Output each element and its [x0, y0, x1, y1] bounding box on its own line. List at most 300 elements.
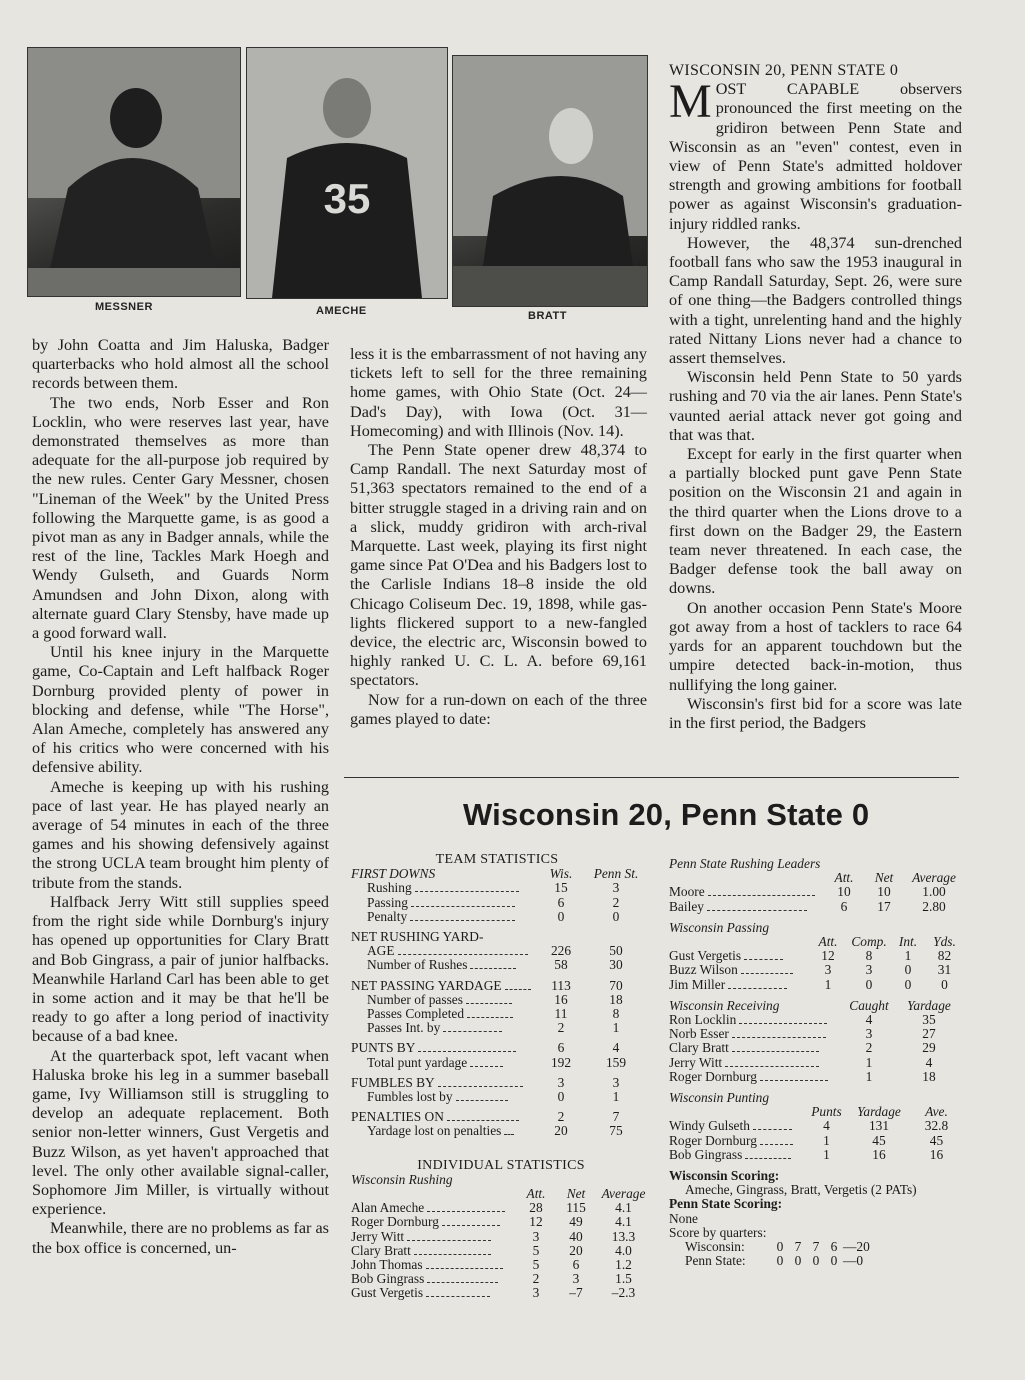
- col-int: Int.: [898, 934, 918, 950]
- row-label: Jerry Witt: [351, 1228, 405, 1244]
- wis-value: 2: [557, 1109, 565, 1125]
- stat-value: 0: [865, 976, 873, 992]
- right-statistics: [669, 857, 964, 1268]
- leader-dots: [753, 1121, 792, 1130]
- stat-value: 0: [941, 976, 948, 992]
- row-label: Windy Gulseth: [669, 1118, 750, 1134]
- col-net: Net: [874, 870, 894, 886]
- team-stat-row: [351, 910, 651, 924]
- stat-value: 1.00: [922, 884, 946, 900]
- psu-value: 70: [609, 977, 623, 993]
- psu-value: 159: [605, 1054, 627, 1070]
- leader-dots: [505, 981, 532, 990]
- team-stat-row: [351, 881, 651, 895]
- table-row: [669, 1027, 964, 1041]
- name-cell: [351, 1230, 516, 1244]
- stat-value: 17: [877, 898, 891, 914]
- table-row: [351, 1244, 651, 1258]
- leader-dots: [410, 912, 515, 921]
- name-cell: [351, 910, 541, 924]
- paragraph: Now for a run-down on each of the three games played to date:: [350, 690, 647, 728]
- team-stats-heading: TEAM STATISTICS: [435, 852, 559, 867]
- stat-value: 45: [929, 1132, 944, 1148]
- paragraph: Ameche is keeping up with his rushing pace of last year. He has played nearly an average of 54 minutes in each of the three games and his showing defensively against the strong UCLA team brought him plenty of tribute from the stands.: [32, 777, 329, 892]
- col-att: Att.: [818, 934, 838, 950]
- stat-value: 2: [532, 1271, 540, 1287]
- lead-text: OST CAPABLE observers pronounced the first meeting on the gridiron between Penn State and Wisconsin as an "even" contest, even in view of Penn State's admitted holdover strength and growing ambitions for football power as against Wisconsin's graduation-injury riddled ranks.: [669, 80, 962, 233]
- stat-value: 1.2: [615, 1257, 632, 1273]
- row-label: Buzz Wilson: [669, 962, 738, 978]
- team-stat-row: [351, 896, 651, 910]
- name-cell: [351, 1272, 516, 1286]
- paragraph: Halfback Jerry Witt still supplies speed from the right side while Dornburg's injury has opened up opportunities for Clary Bratt and Bob Gingrass, a pair of junior halfbacks. Meanwhile Harland Carl has been able to get in some action and it may be that he'll be ready to go after a long period of inactivity because of a bad knee.: [32, 892, 329, 1046]
- name-cell: [351, 1041, 541, 1055]
- table-row: [351, 1272, 651, 1286]
- wis-passing-title: Wisconsin Passing: [669, 919, 770, 935]
- name-cell: [351, 958, 541, 972]
- wis-value: 0: [557, 908, 565, 924]
- psu-value: 8: [612, 1006, 620, 1022]
- stat-value: 13.3: [611, 1228, 636, 1244]
- leader-dots: [443, 1023, 502, 1032]
- table-row: [351, 1201, 651, 1215]
- first-downs-label: FIRST DOWNS: [351, 866, 436, 882]
- stat-value: 35: [922, 1012, 936, 1028]
- wis-passing-table: [669, 935, 964, 992]
- name-cell: [351, 1090, 541, 1104]
- quarter-score: 7: [812, 1239, 820, 1255]
- name-cell: [351, 1056, 541, 1070]
- row-label: Norb Esser: [669, 1026, 729, 1042]
- name-cell: [669, 1148, 804, 1162]
- wis-value: 113: [551, 977, 571, 993]
- row-label: Bob Gingrass: [669, 1146, 743, 1162]
- stat-value: 18: [922, 1068, 936, 1084]
- wis-value: 11: [554, 1006, 568, 1022]
- row-label: Passes Completed: [367, 1006, 465, 1022]
- stat-value: 1: [865, 1068, 873, 1084]
- name-cell: [351, 993, 541, 1007]
- row-label: Number of passes: [367, 991, 463, 1007]
- stat-value: 1.5: [615, 1271, 632, 1287]
- caption-messner: MESSNER: [95, 301, 153, 313]
- leader-dots: [411, 898, 516, 907]
- row-label: Moore: [669, 884, 705, 900]
- stat-value: 3: [865, 1026, 873, 1042]
- paragraph: Until his knee injury in the Marquette game, Co-Captain and Left halfback Roger Dornburg provided plenty of power in blocking and defense, while "The Horse", Alan Ameche, completely has answered any of his critics who were concerned with his defensive ability.: [32, 643, 329, 777]
- leader-dots: [414, 1246, 491, 1255]
- wis-scoring: Ameche, Gingrass, Bratt, Vergetis (2 PATs): [685, 1182, 917, 1198]
- col-wis: Wis.: [549, 866, 573, 882]
- row-label: Passing: [367, 894, 408, 910]
- leader-dots: [427, 1203, 504, 1212]
- quarter-score: 0: [776, 1239, 784, 1255]
- quarters-row: [669, 1254, 870, 1268]
- row-label: Total punt yardage: [367, 1054, 468, 1070]
- leader-dots: [407, 1232, 491, 1241]
- name-cell: [351, 930, 541, 944]
- psu-scoring-label: Penn State Scoring:: [669, 1196, 783, 1212]
- stat-value: 5: [532, 1242, 540, 1258]
- table-header-row: [351, 1187, 651, 1201]
- table-row: [351, 1258, 651, 1272]
- team-stats-table: [351, 867, 651, 1138]
- row-label: PENALTIES ON: [351, 1109, 444, 1125]
- row-label: Roger Dornburg: [351, 1214, 439, 1230]
- table-row: [669, 885, 964, 899]
- row-label: Ron Locklin: [669, 1012, 737, 1028]
- stat-value: 4.1: [615, 1214, 632, 1230]
- team-stat-row: [351, 944, 651, 958]
- name-cell: [351, 1258, 516, 1272]
- leader-dots: [426, 1288, 490, 1297]
- leader-dots: [741, 965, 793, 974]
- psu-scoring: None: [669, 1210, 699, 1226]
- table-row: [669, 900, 964, 914]
- stat-value: 1: [823, 1132, 830, 1148]
- name-cell: [351, 1215, 516, 1229]
- wis-scoring-label: Wisconsin Scoring:: [669, 1168, 780, 1184]
- row-label: Fumbles lost by: [367, 1089, 453, 1105]
- leader-dots: [438, 1078, 523, 1087]
- table-row: [669, 978, 964, 992]
- quarter-score: 6: [830, 1239, 838, 1255]
- paragraph: Except for early in the first quarter when a partially blocked punt gave Penn State position on the Wisconsin 21 and again in the third quarter when the Lions drove to a first down on the Badger 29, the Eastern team never threatened. In each case, the Badger defense took the ball away on downs.: [669, 445, 962, 598]
- stat-value: 16: [872, 1146, 886, 1162]
- leader-dots: [456, 1092, 509, 1101]
- paragraph: The two ends, Norb Esser and Ron Locklin, who were reserves last year, have demonstrated themselves as more than adequate for the all-purpose job required by the new rules. Center Gary Messner, chosen "Lineman of the Week" by the United Press following the Marquette game, is as good a pivot man as any in Badger annals, while the rest of the line, Tackles Mark Hoegh and Wendy Gulseth, and Guards Norm Amundsen and John Dixon, along with alternate guard Clary Stensby, have made up a good forward wall.: [32, 393, 329, 643]
- team-stat-row: [351, 1021, 651, 1035]
- name-cell: [351, 1110, 541, 1124]
- stat-value: 6: [572, 1257, 580, 1273]
- psu-rushing-table: [669, 871, 964, 914]
- col-punts: Punts: [811, 1104, 842, 1120]
- row-label: Roger Dornburg: [669, 1132, 757, 1148]
- psu-value: 1: [612, 1020, 620, 1036]
- stat-value: 131: [868, 1118, 890, 1134]
- stat-value: 10: [837, 884, 851, 900]
- leader-dots: [466, 995, 512, 1004]
- team-stat-row: [351, 1110, 651, 1124]
- row-label: Penalty: [367, 908, 408, 924]
- article-column-1: [32, 336, 329, 1258]
- stat-value: 3: [572, 1271, 580, 1287]
- stat-value: –2.3: [611, 1285, 636, 1301]
- quarters-label: Score by quarters:: [669, 1224, 767, 1240]
- leader-dots: [398, 946, 529, 955]
- row-label: Alan Ameche: [351, 1200, 425, 1216]
- stat-value: 12: [821, 948, 835, 964]
- team-stat-row: [351, 958, 651, 972]
- table-row: [669, 1056, 964, 1070]
- stat-value: 5: [532, 1257, 540, 1273]
- wis-receiving-title: Wisconsin Receiving: [669, 997, 780, 1013]
- stat-value: 31: [937, 962, 952, 978]
- wis-rushing-title: Wisconsin Rushing: [351, 1171, 453, 1187]
- quarter-score: 0: [812, 1253, 820, 1269]
- stat-value: 12: [529, 1214, 543, 1230]
- col-average: Average: [601, 1186, 646, 1202]
- leader-dots: [760, 1072, 828, 1081]
- row-label: Yardage lost on penalties: [367, 1123, 502, 1139]
- psu-value: 30: [609, 957, 623, 973]
- paragraph: The Penn State opener drew 48,374 to Camp Randall. The next Saturday most of 51,363 spectators remained to the end of a bitter struggle staged in a driving rain and on a slick, muddy gridiron with arch-rival Marquette. Last week, playing its first night game since Pat O'Dea and his Badgers lost to the Carlisle Indians 18–8 inside the old Chicago Coliseum Dec. 19, 1898, while gas-lights flickered support to a new-fangled device, the electric arc, Wisconsin bowed to highly ranked U. C. L. A. before 69,161 spectators.: [350, 441, 647, 690]
- stat-value: 32.8: [924, 1118, 949, 1134]
- stat-value: 1: [823, 1146, 830, 1162]
- col-average: Average: [912, 870, 956, 886]
- leader-dots: [707, 902, 807, 911]
- col-ave: Ave.: [925, 1104, 948, 1120]
- wis-value: 192: [550, 1054, 572, 1070]
- table-header-row: [669, 1105, 964, 1119]
- quarter-score: 0: [830, 1253, 838, 1269]
- player-messner-image: [28, 48, 240, 296]
- row-label: FUMBLES BY: [351, 1074, 435, 1090]
- table-header-row: [669, 871, 964, 885]
- col-psu: Penn St.: [593, 866, 639, 882]
- table-row: [669, 1148, 964, 1162]
- stat-value: 4: [925, 1054, 933, 1070]
- stat-value: 1: [824, 976, 832, 992]
- stat-value: 4.1: [615, 1200, 632, 1216]
- photo-bratt: [452, 55, 648, 307]
- row-label: PUNTS BY: [351, 1040, 416, 1056]
- leader-dots: [725, 1058, 819, 1067]
- section-divider: [344, 777, 959, 778]
- table-header-row: [669, 999, 964, 1013]
- name-cell: [669, 949, 809, 963]
- table-row: [669, 1041, 964, 1055]
- psu-value: 3: [612, 880, 620, 896]
- name-cell: [351, 1124, 541, 1138]
- row-label: John Thomas: [351, 1257, 423, 1273]
- leader-dots: [708, 887, 815, 896]
- row-label: Rushing: [367, 880, 412, 896]
- leader-dots: [447, 1112, 519, 1121]
- paragraph: On another occasion Penn State's Moore got away from a host of tacklers to race 64 yards for an apparent touchdown but the umpire detected back-in-motion, thus nullifying the long gainer.: [669, 598, 962, 694]
- name-cell: [669, 963, 809, 977]
- leader-dots: [504, 1126, 514, 1135]
- stat-value: 3: [824, 962, 832, 978]
- name-cell: [351, 1201, 516, 1215]
- leader-dots: [426, 1260, 503, 1269]
- wis-value: 20: [554, 1123, 568, 1139]
- stat-value: 45: [872, 1132, 886, 1148]
- stat-value: 82: [937, 948, 952, 964]
- stat-value: 1: [865, 1054, 873, 1070]
- row-label: Bailey: [669, 898, 704, 914]
- psu-rushing-title: Penn State Rushing Leaders: [669, 856, 821, 871]
- total-score: —0: [843, 1253, 864, 1269]
- quarter-score: 0: [794, 1253, 802, 1269]
- box-score-title: Wisconsin 20, Penn State 0: [463, 797, 870, 832]
- drop-cap: M: [669, 75, 712, 129]
- team-stats-header-row: [351, 867, 651, 881]
- table-row: [351, 1215, 651, 1229]
- team-stat-row: [351, 993, 651, 1007]
- paragraph: Wisconsin's first bid for a score was late in the first period, the Badgers: [669, 694, 962, 732]
- quarters-row: [669, 1240, 870, 1254]
- row-label: Gust Vergetis: [351, 1285, 424, 1301]
- stat-value: 0: [904, 962, 912, 978]
- paragraph: less it is the embarrassment of not having any tickets left to sell for the three remaining home games, with Ohio State (Oct. 24—Dad's Day), with Iowa (Oct. 31—Homecoming) and with Illinois (Nov. 14).: [350, 345, 647, 440]
- col-yardage: Yardage: [907, 997, 951, 1013]
- name-cell: [669, 900, 824, 914]
- photo-messner: [27, 47, 241, 297]
- quarter-score: 7: [794, 1239, 802, 1255]
- team-stat-row: [351, 1056, 651, 1070]
- leader-dots: [467, 1009, 513, 1018]
- quarters-team: Wisconsin:: [685, 1239, 745, 1255]
- name-cell: [669, 1027, 844, 1041]
- stat-value: 4: [865, 1012, 873, 1028]
- stat-value: 27: [922, 1026, 936, 1042]
- leader-dots: [760, 1136, 793, 1145]
- name-cell: [669, 1134, 804, 1148]
- wis-value: [541, 930, 581, 944]
- col-yds: Yds.: [933, 934, 956, 950]
- name-cell: [351, 944, 541, 958]
- player-ameche-image: [247, 48, 447, 298]
- name-cell: [669, 885, 824, 899]
- stat-value: 20: [569, 1242, 583, 1258]
- name-cell: [351, 1076, 541, 1090]
- row-label: Jim Miller: [669, 976, 726, 992]
- row-label: AGE: [367, 943, 395, 959]
- psu-value: 1: [612, 1089, 620, 1105]
- psu-value: [581, 930, 651, 944]
- name-cell: [669, 1070, 844, 1084]
- team-stat-row: [351, 1124, 651, 1138]
- psu-value: 0: [612, 908, 620, 924]
- name-cell: [351, 896, 541, 910]
- wis-value: 16: [554, 991, 568, 1007]
- table-row: [351, 1230, 651, 1244]
- table-row: [669, 1119, 964, 1133]
- name-cell: [669, 1013, 844, 1027]
- table-row: [351, 1286, 651, 1300]
- col-yardage: Yardage: [857, 1104, 901, 1120]
- stat-value: 3: [532, 1228, 540, 1244]
- paragraph: However, the 48,374 sun-drenched football fans who saw the 1953 inaugural in Camp Randall Saturday, Sept. 26, were sure of one thing—the Badgers controlled things with a tight, unrelenting hand and the highly rated Nittany Lions never had a chance to assert themselves.: [669, 233, 962, 368]
- row-label: Roger Dornburg: [669, 1068, 757, 1084]
- article-column-3: [669, 61, 962, 733]
- table-row: [669, 1013, 964, 1027]
- team-stat-row: [351, 1090, 651, 1104]
- team-stat-row: [351, 1076, 651, 1090]
- stat-value: 4: [823, 1118, 830, 1134]
- leader-dots: [728, 980, 787, 989]
- leader-dots: [744, 951, 783, 960]
- name-cell: [351, 1007, 541, 1021]
- table-row: [669, 949, 964, 963]
- individual-stats-heading: INDIVIDUAL STATISTICS: [417, 1157, 585, 1173]
- leader-dots: [442, 1217, 500, 1226]
- team-stat-row: [351, 1007, 651, 1021]
- wis-value: 2: [557, 1020, 565, 1036]
- name-cell: [351, 1244, 516, 1258]
- row-label: Gust Vergetis: [669, 948, 742, 964]
- psu-value: 50: [609, 943, 623, 959]
- leader-dots: [470, 960, 516, 969]
- total-score: —20: [843, 1239, 870, 1255]
- score-by-quarters-table: [669, 1240, 870, 1268]
- psu-value: 2: [612, 894, 620, 910]
- row-label: Clary Bratt: [351, 1242, 411, 1258]
- team-stat-row: [351, 979, 651, 993]
- leader-dots: [745, 1150, 791, 1159]
- quarters-team: Penn State:: [685, 1253, 746, 1269]
- wis-value: 0: [557, 1089, 565, 1105]
- table-row: [669, 963, 964, 977]
- table-row: [669, 1070, 964, 1084]
- stat-value: 29: [922, 1040, 936, 1056]
- psu-value: 7: [612, 1109, 620, 1125]
- col-att: Att.: [834, 870, 854, 886]
- article-column-2: [350, 345, 647, 729]
- table-header-row: [669, 935, 964, 949]
- row-label: Clary Bratt: [669, 1040, 729, 1056]
- jersey-number: 35: [323, 175, 371, 222]
- row-label: NET RUSHING YARD-: [351, 929, 484, 945]
- leader-dots: [427, 1274, 498, 1283]
- row-label: Bob Gingrass: [351, 1271, 425, 1287]
- name-cell: [351, 881, 541, 895]
- stat-value: 0: [904, 976, 912, 992]
- leader-dots: [418, 1043, 516, 1052]
- paragraph: by John Coatta and Jim Haluska, Badger quarterbacks who hold almost all the school records between them.: [32, 336, 329, 393]
- col-comp: Comp.: [851, 934, 887, 950]
- section-headline: WISCONSIN 20, PENN STATE 0: [669, 62, 899, 79]
- col-net: Net: [566, 1186, 586, 1202]
- quarter-score: 0: [776, 1253, 784, 1269]
- stat-value: 16: [929, 1146, 944, 1162]
- paragraph: Meanwhile, there are no problems as far as the box office is concerned, un-: [32, 1219, 329, 1257]
- stat-value: 2.80: [922, 898, 946, 914]
- wis-value: 6: [557, 894, 565, 910]
- row-label: Jerry Witt: [669, 1054, 723, 1070]
- stat-value: 115: [566, 1200, 586, 1216]
- col-att: Att.: [526, 1186, 546, 1202]
- caption-bratt: BRATT: [528, 310, 567, 322]
- psu-value: 4: [612, 1040, 620, 1056]
- wis-punting-title: Wisconsin Punting: [669, 1090, 770, 1106]
- name-cell: [669, 1119, 804, 1133]
- leader-dots: [732, 1043, 819, 1052]
- photo-ameche: [246, 47, 448, 299]
- player-bratt-image: [453, 56, 647, 306]
- name-cell: [669, 1056, 844, 1070]
- row-label: Number of Rushes: [367, 957, 468, 973]
- psu-value: 3: [612, 1074, 620, 1090]
- leader-dots: [739, 1015, 826, 1024]
- name-cell: [351, 1286, 516, 1300]
- wis-receiving-table: [669, 999, 964, 1084]
- caption-ameche: AMECHE: [316, 305, 367, 317]
- leader-dots: [415, 883, 520, 892]
- wis-punting-table: [669, 1105, 964, 1162]
- stat-value: 28: [529, 1200, 543, 1216]
- stat-value: 4.0: [615, 1242, 632, 1258]
- wis-value: 6: [557, 1040, 565, 1056]
- stat-value: 10: [877, 884, 891, 900]
- paragraph: Wisconsin held Penn State to 50 yards rushing and 70 via the air lanes. Penn State's vaunted aerial attack never got going and that was that.: [669, 368, 962, 444]
- name-cell: [669, 1041, 844, 1055]
- psu-value: 75: [609, 1123, 623, 1139]
- leader-dots: [732, 1029, 826, 1038]
- stat-value: 3: [532, 1285, 540, 1301]
- stat-value: 40: [569, 1228, 583, 1244]
